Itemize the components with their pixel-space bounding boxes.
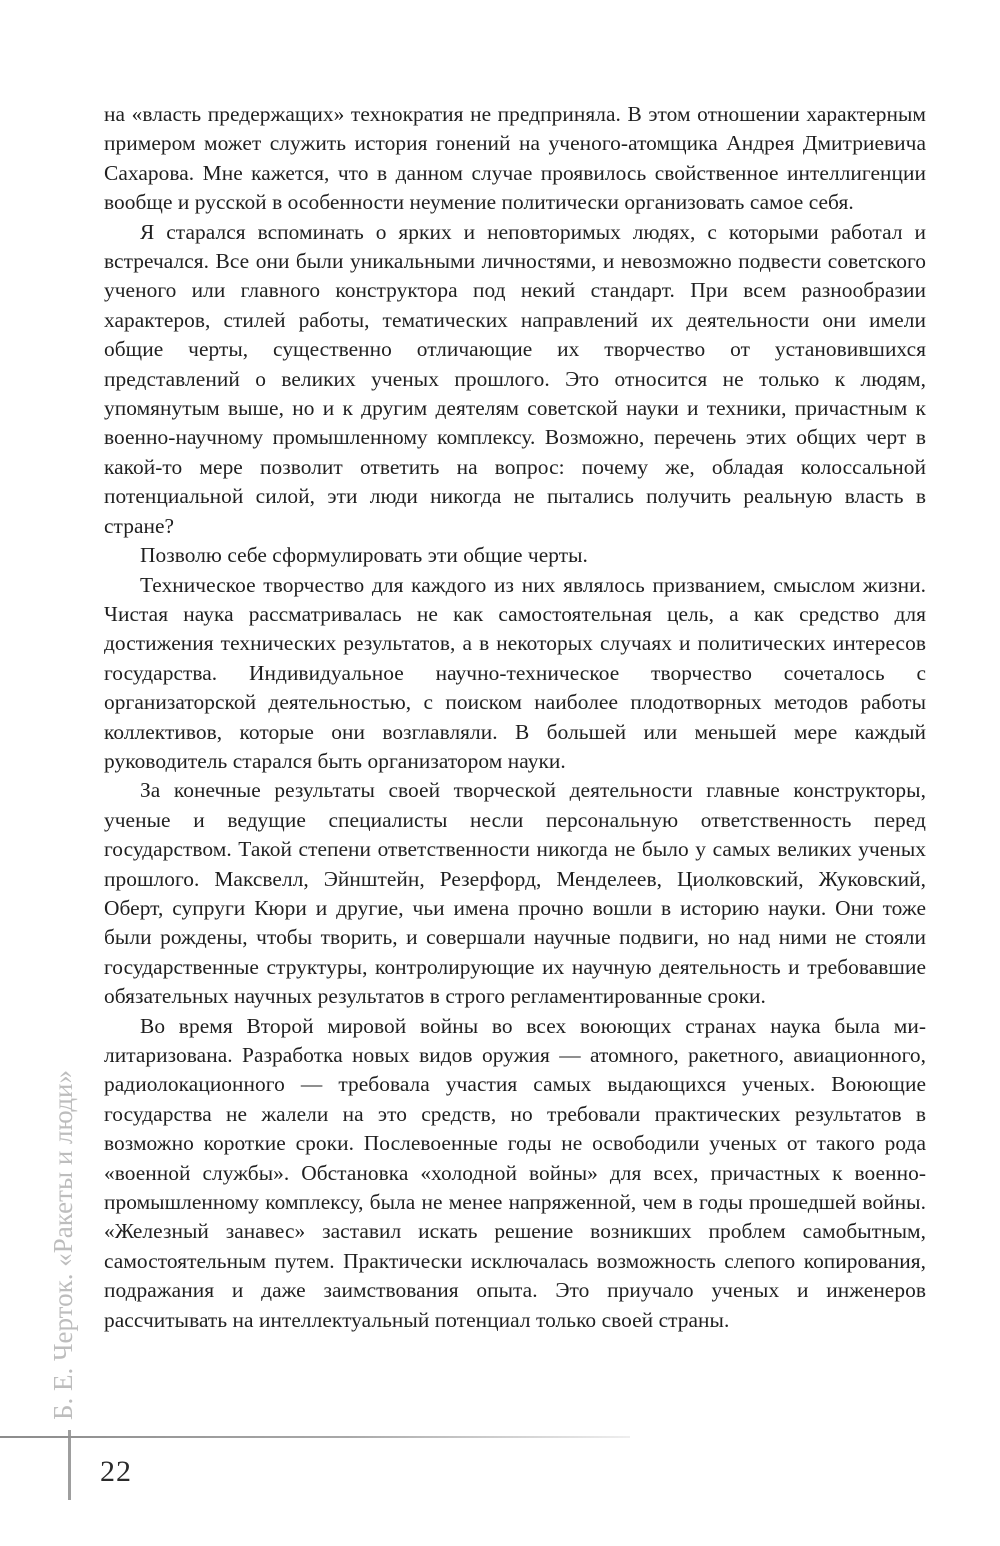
paragraph-3: Позволю себе сформулировать эти общие черты. bbox=[140, 543, 588, 568]
paragraph-4: Техническое творчество для каждого из них являлось призванием, смыслом жизни. Чистая наука рассматривалась не как самостоятельная цель, а как средство для достижения технических результатов, а в некоторых случаях и политических интересов государства. Индивидуальное научно-техническое творчество сочеталось с организаторской деятельностью, с поиском наиболее плодотворных методов работы коллективов, которые они возглавляли. В большей или меньшей мере каждый руководитель старался быть организатором науки. bbox=[104, 572, 926, 773]
paragraph-1: на «власть предержащих» технократия не предприняла. В этом отношении характерным примером может служить история гонений на ученого-атомщика Андрея Дмитриевича Сахарова. Мне кажется, что в данном случае проявилось свойственное интеллигенции вообще и русской в особенности неумение политически организовать самое себя. bbox=[104, 102, 926, 215]
page-body bbox=[104, 100, 926, 1335]
margin-vertical-rule bbox=[68, 1430, 71, 1500]
page-number: 22 bbox=[100, 1455, 132, 1488]
footer-horizontal-rule bbox=[0, 1436, 630, 1438]
paragraph-6: Во время Второй мировой войны во всех воюющих странах наука была милитаризована. Разработка новых видов оружия — атомного, ракетного, авиационного, радиолокационного — требовала участия самых выдающихся ученых. Воюющие государства не жалели на это средств, но требовали практических результатов в возможно короткие сроки. Послевоенные годы не освободили ученых от такого рода «военной службы». Обстановка «холодной войны» для всех, причастных к военно-промышленному комплексу, была не менее напряженной, чем в годы прошедшей войны. «Железный занавес» заставил искать решение возникших проблем самобытным, самостоятельным путем. Практически исключалась возможность слепого копирования, подражания и даже заимствования опыта. Это приучало ученых и инженеров рассчитывать на интеллектуальный потенциал только своей страны. bbox=[104, 1013, 926, 1332]
paragraph-5: За конечные результаты своей творческой деятельности главные конструкторы, ученые и ведущие специалисты несли персональную ответственность перед государством. Такой степени ответственности никогда не было у самых великих ученых прошлого. Максвелл, Эйнштейн, Резерфорд, Менделеев, Циолковский, Жуковский, Оберт, супруги Кюри и другие, чьи имена прочно вошли в историю науки. Они тоже были рождены, чтобы творить, и совершали научные подвиги, но над ними не стояли государственные структуры, контролирующие их научную деятельность и требовавшие обязательных научных результатов в строго регламентированные сроки. bbox=[104, 778, 926, 1009]
running-head: Б. Е. Черток. «Ракеты и люди» bbox=[48, 1069, 78, 1420]
paragraph-2: Я старался вспоминать о ярких и неповторимых людях, с которыми работал и встречался. Все они были уникальными личностями, и невозможно подвести советского ученого или главного конструктора под некий стандарт. При всем разнообразии характеров, стилей работы, тематических направлений их деятельности они имели общие черты, существенно отличающие их творчество от установившихся представлений о великих ученых прошлого. Это относится не только к людям, упомянутым выше, но и к другим деятелям советской науки и техники, причастным к военно-научному промышленному комплексу. Возможно, перечень этих общих черт в какой-то мере позволит ответить на вопрос: почему же, обладая колоссальной потенциальной силой, эти люди никогда не пытались получить реальную власть в стране? bbox=[104, 219, 926, 538]
